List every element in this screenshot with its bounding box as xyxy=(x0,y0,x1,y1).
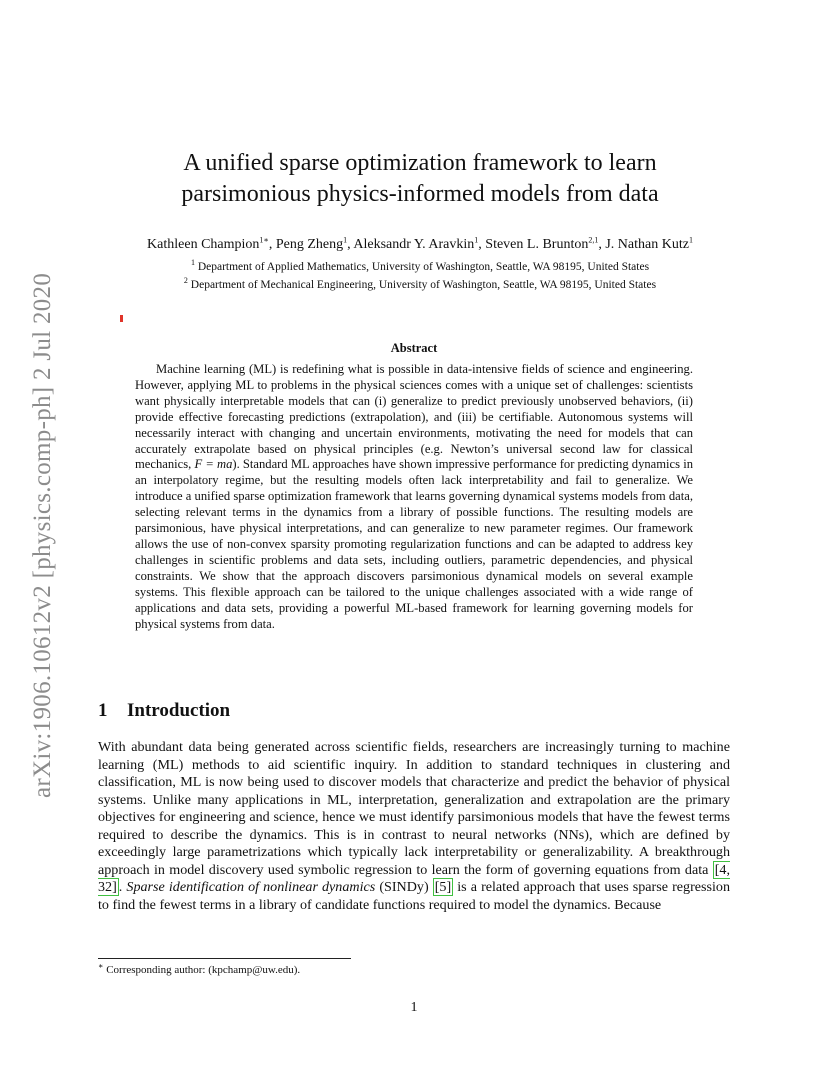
arxiv-identifier: arXiv:1906.10612v2 [physics.comp-ph] 2 Jul 2020 xyxy=(29,272,56,798)
footnote-text: Corresponding author: (kpchamp@uw.edu). xyxy=(106,964,301,976)
affiliation-1 xyxy=(60,260,780,274)
intro-text: . xyxy=(118,879,127,895)
author-list: Kathleen Champion$^{1∗}$, Peng Zheng$^1$, Aleksandr Y. Aravkin$^1$, Steven L. Brunton$^{2,1}$, J. Nathan Kutz$^1$ xyxy=(147,235,693,252)
author-affiliation-mark: 1 xyxy=(474,235,479,245)
affiliation-text: Department of Mechanical Engineering, University of Washington, Seattle, WA 98195, United States xyxy=(190,279,657,291)
section-title: Introduction xyxy=(127,700,231,721)
intro-text: is a related approach that uses sparse regression to find the fewest terms in a library of candidate functions required to model the dynamics. Because xyxy=(98,879,730,913)
section-heading xyxy=(98,700,230,722)
author-affiliation-mark: 1 xyxy=(688,235,693,245)
abstract-heading: Abstract xyxy=(390,341,438,355)
footnote-divider xyxy=(98,958,351,959)
author-affiliation-mark: 1∗ xyxy=(259,235,269,245)
intro-emphasis: Sparse identification of nonlinear dynamics xyxy=(126,879,376,895)
title-line-2: parsimonious physics-informed models from data xyxy=(181,181,659,207)
abstract-text: Machine learning (ML) is redefining what is possible in data-intensive fields of science and engineering. However, applying ML to problems in the physical sciences comes with a unique set of challenges: scientists want physically interpretable models that can (i) generalize to predict previously unobserved behaviors, (ii) provide effective forecasting predictions (extrapolation), and (iii) be certifiable. Autonomous systems will necessarily interact with changing and uncertain environments, motivating the need for models that can accurately extrapolate based on physical principles (e.g. Newton’s universal second law for classical mechanics, xyxy=(135,362,693,472)
author-name: Kathleen Champion xyxy=(147,237,260,252)
affiliation-mark: 2 xyxy=(183,276,188,286)
affiliation-text: Department of Applied Mathematics, University of Washington, Seattle, WA 98195, United States xyxy=(197,261,650,273)
author-name: Steven L. Brunton xyxy=(485,237,589,252)
author-name: Peng Zheng xyxy=(275,237,344,252)
title-line-1: A unified sparse optimization framework to learn xyxy=(183,150,657,176)
abstract-text-continued: ). Standard ML approaches have shown impressive performance for predicting dynamics in an interpolatory regime, but the resulting models often lack interpretability and fail to generalize. We introduce a unified sparse optimization framework that learns governing dynamical systems models from data, selecting relevant terms in the dynamics from a library of possible functions. The resulting models are parsimonious, have physical interpretations, and can generalize to new parameter regimes. Our framework allows the use of non-convex sparsity promoting regularization functions and can be adapted to address key challenges in scientific problems and data sets, including outliers, parametric dependencies, and physical constraints. We show that the approach discovers parsimonious dynamical models on several example systems. This flexible approach can be tailored to the unique challenges associated with a wide range of applications and data sets, providing a powerful ML-based framework for learning governing models for physical systems from data. xyxy=(135,457,693,631)
red-marker-mark xyxy=(120,315,123,322)
footnote-mark: ∗ xyxy=(98,961,104,971)
author-name: J. Nathan Kutz xyxy=(605,237,689,252)
author-name: Aleksandr Y. Aravkin xyxy=(353,237,475,252)
citation-link[interactable]: [5] xyxy=(434,879,452,895)
introduction-paragraph xyxy=(98,739,730,914)
affiliation-mark: 1 xyxy=(190,258,195,268)
paper-title xyxy=(120,148,720,210)
abstract-body xyxy=(135,362,693,632)
author-affiliation-mark: 2,1 xyxy=(588,235,599,245)
footnote xyxy=(98,963,300,977)
page-number: 1 xyxy=(410,1000,418,1015)
author-affiliation-mark: 1 xyxy=(343,235,348,245)
intro-text: With abundant data being generated across scientific fields, researchers are increasingly turning to machine learning (ML) methods to aid scientific inquiry. In addition to standard techniques in clustering and classification, ML is now being used to discover models that characterize and predict the behavior of physical systems. Unlike many applications in ML, interpretation, generalization and extrapolation are the primary objectives for engineering and science, hence we must identify parsimonious models that have the fewest terms required to describe the dynamics. This is in contrast to neural networks (NNs), which are defined by exceedingly large parametrizations which typically lack interpretability or generalizability. A breakthrough approach in model discovery used symbolic regression to learn the form of governing equations from data xyxy=(98,739,730,878)
affiliation-2 xyxy=(60,278,780,292)
intro-text: (SINDy) xyxy=(375,879,433,895)
section-number: 1 xyxy=(98,700,108,721)
abstract-equation: F = ma xyxy=(194,457,233,472)
citation-link[interactable]: [4, 32] xyxy=(98,861,730,895)
